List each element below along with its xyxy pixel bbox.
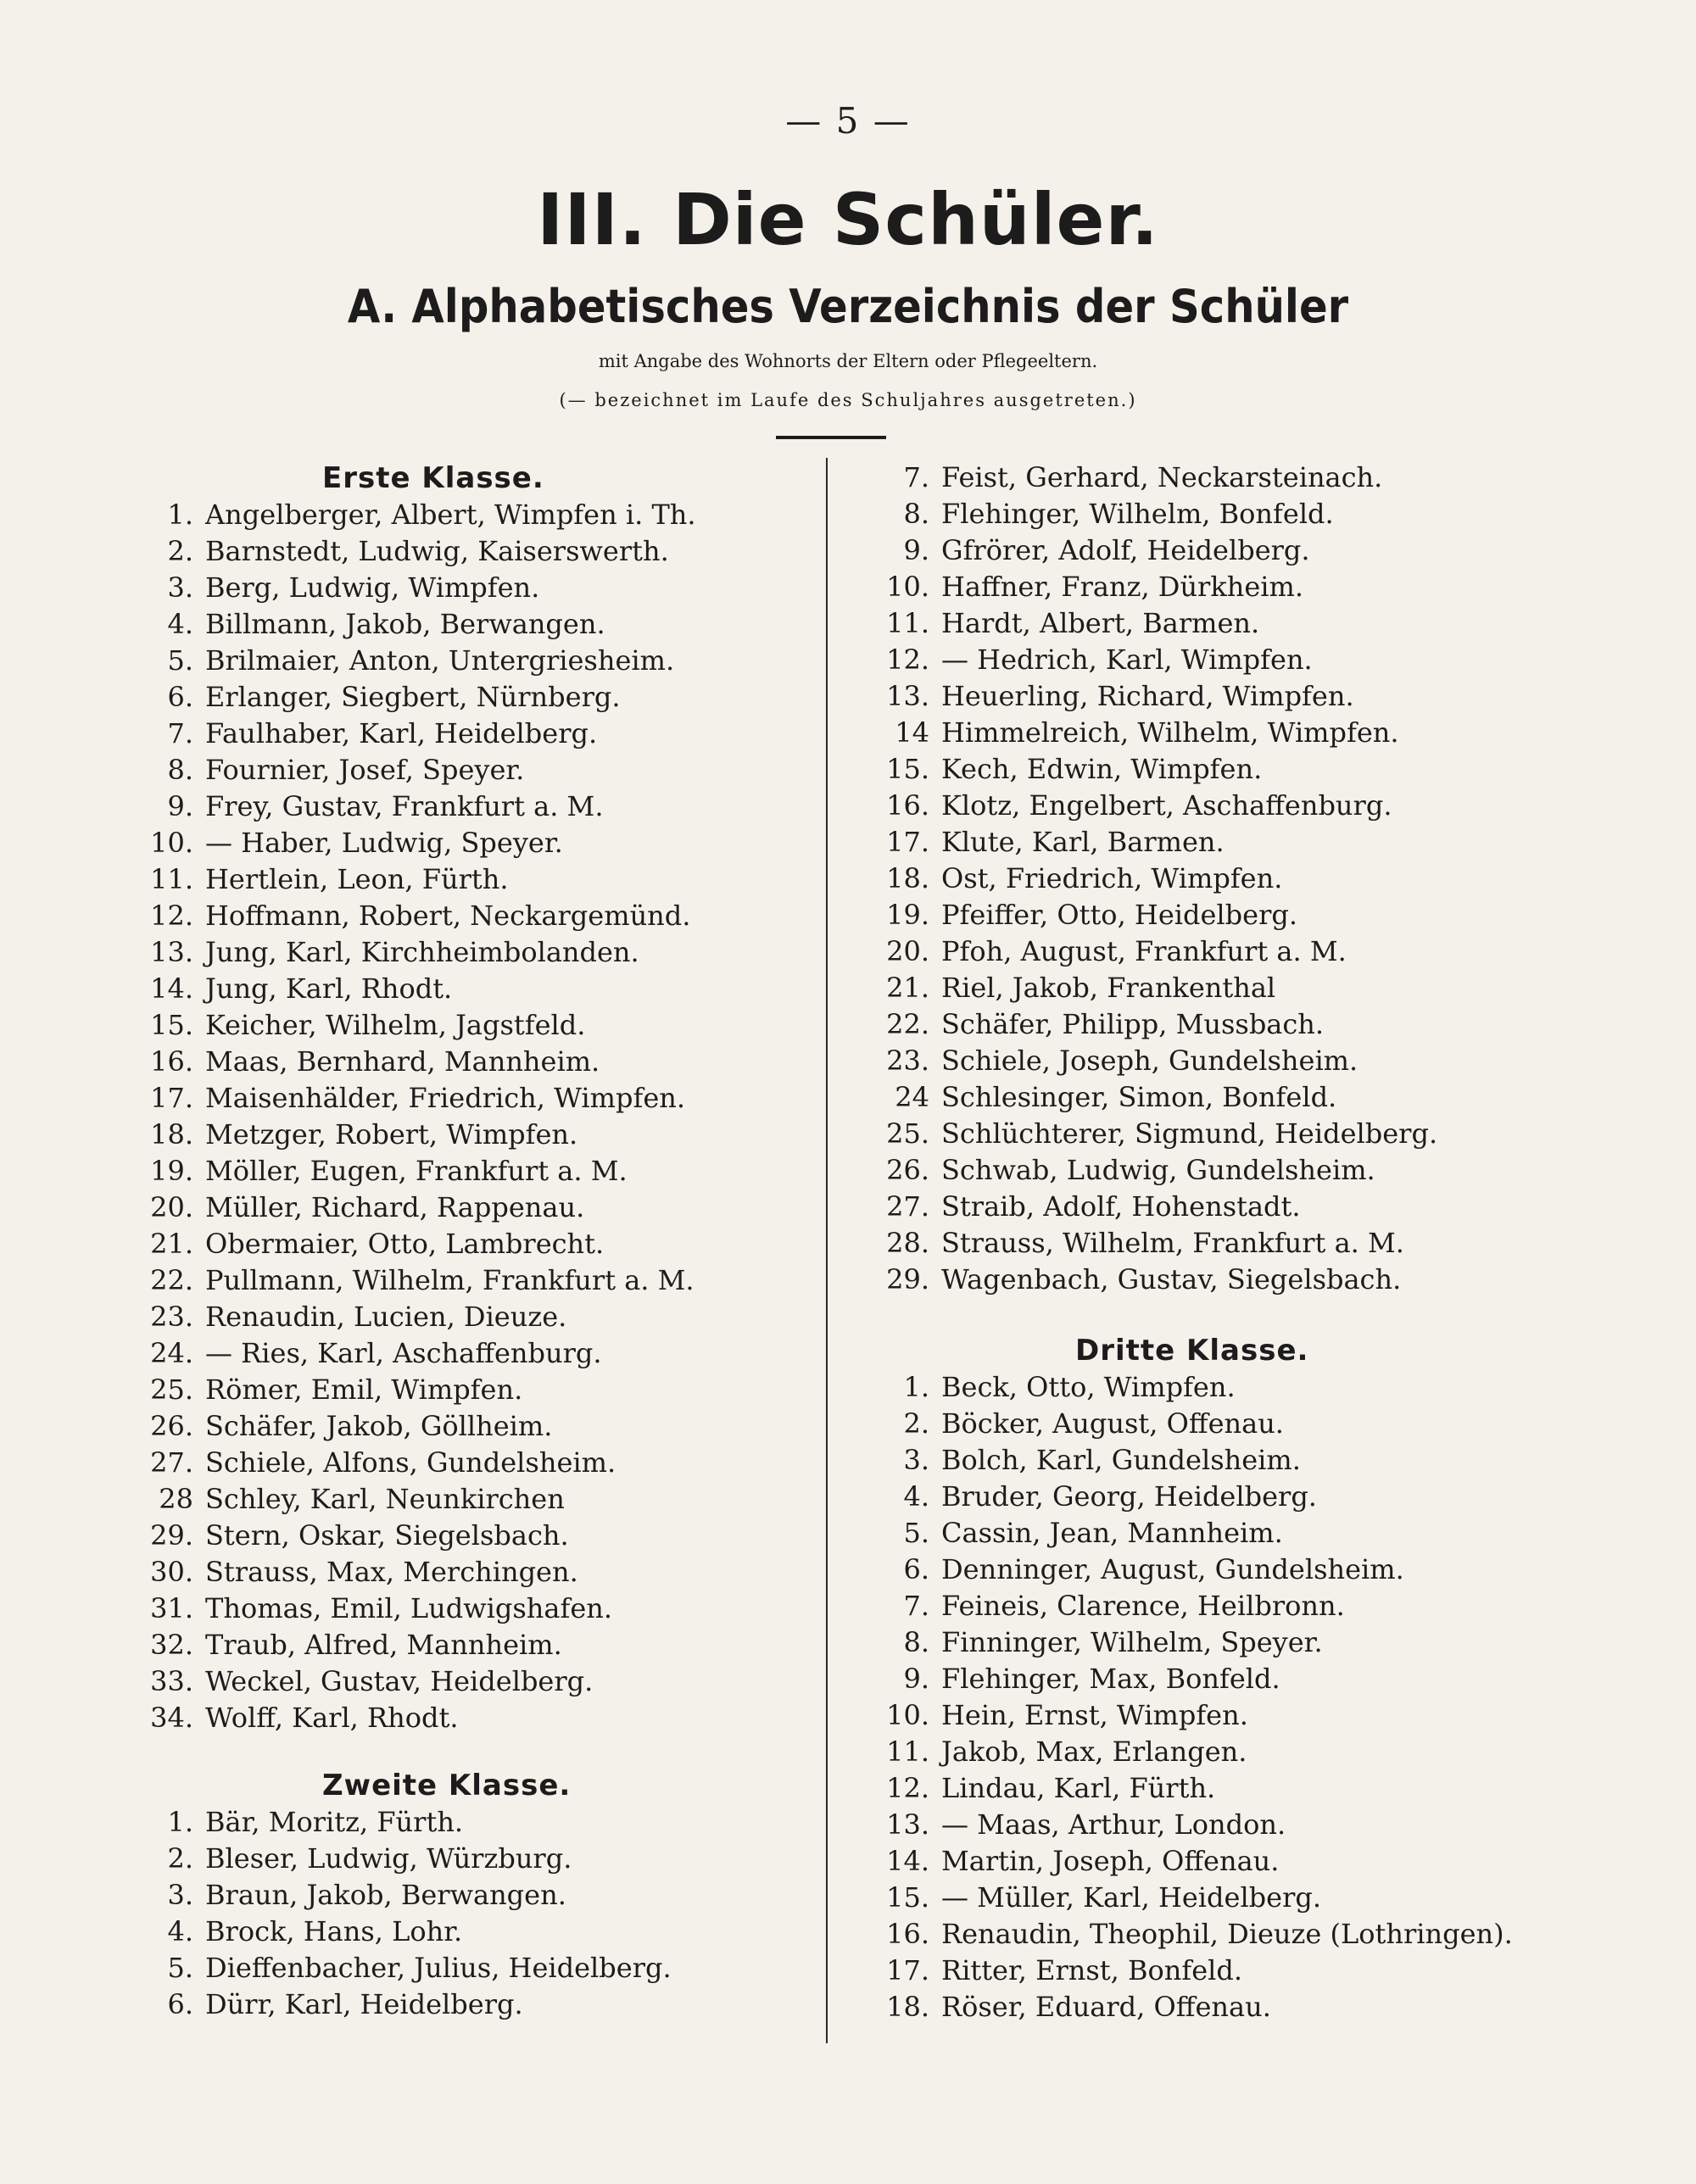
list-item-text: Dieffenbacher, Julius, Heidelberg. — [205, 1952, 672, 1984]
list-item-text: Metzger, Robert, Wimpfen. — [205, 1118, 578, 1150]
list-item — [127, 752, 806, 788]
list-item-text: Schiele, Joseph, Gundelsheim. — [941, 1045, 1358, 1077]
list-item — [127, 643, 806, 679]
list-item-number: 14. — [886, 1845, 929, 1877]
list-item — [127, 1445, 806, 1481]
list-item-number: 6. — [167, 681, 193, 713]
list-item-text: Brilmaier, Anton, Untergriesheim. — [205, 644, 675, 677]
list-item-text: Lindau, Karl, Fürth. — [941, 1772, 1216, 1804]
list-item-text: Pullmann, Wilhelm, Frankfurt a. M. — [205, 1264, 695, 1296]
list-item — [863, 1369, 1542, 1406]
list-item-text: Feineis, Clarence, Heilbronn. — [941, 1590, 1345, 1622]
list-item-number: 21. — [150, 1228, 193, 1260]
list-item-number: 17. — [886, 826, 929, 858]
list-item-text: Denninger, August, Gundelsheim. — [941, 1553, 1404, 1585]
list-item-number: 34. — [150, 1702, 193, 1734]
list-item-number: 28. — [886, 1227, 929, 1259]
list-item-text: Bär, Moritz, Fürth. — [205, 1806, 464, 1838]
list-item-number: 11. — [150, 863, 193, 895]
list-item-text: Dürr, Karl, Heidelberg. — [205, 1988, 523, 2020]
list-item-text: Hertlein, Leon, Fürth. — [205, 863, 509, 895]
list-item — [127, 1299, 806, 1335]
list-item — [127, 898, 806, 934]
list-item-number: 15. — [150, 1009, 193, 1041]
list-item-text: Schäfer, Jakob, Göllheim. — [205, 1410, 553, 1442]
left-column — [127, 460, 806, 2023]
list-item — [127, 1804, 806, 1841]
dritte-list — [863, 1369, 1542, 2025]
list-item-text: Braun, Jakob, Berwangen. — [205, 1879, 566, 1911]
list-item-number: 12. — [886, 1772, 929, 1804]
list-item — [863, 1624, 1542, 1661]
list-item — [863, 1953, 1542, 1989]
list-item — [863, 1406, 1542, 1442]
list-item-number: 16. — [150, 1045, 193, 1078]
list-item-number: 19. — [150, 1155, 193, 1187]
list-item — [863, 1043, 1542, 1079]
list-item — [863, 1189, 1542, 1225]
list-item — [863, 532, 1542, 569]
list-item — [863, 788, 1542, 824]
list-item — [127, 788, 806, 825]
list-item — [127, 1226, 806, 1262]
list-item-text: Faulhaber, Karl, Heidelberg. — [205, 717, 598, 749]
list-item — [863, 1442, 1542, 1479]
list-item-number: 22. — [150, 1264, 193, 1296]
list-item — [127, 606, 806, 643]
list-item-text: Traub, Alfred, Mannheim. — [205, 1629, 562, 1661]
title-rule — [776, 436, 886, 439]
list-item-text: Feist, Gerhard, Neckarsteinach. — [941, 461, 1383, 493]
list-item — [127, 1591, 806, 1627]
list-item-number: 21. — [886, 972, 929, 1004]
list-item-text: — Ries, Karl, Aschaffenburg. — [205, 1337, 602, 1369]
list-item-number: 12. — [886, 644, 929, 676]
list-item-number: 10. — [886, 571, 929, 603]
list-item — [863, 1989, 1542, 2025]
list-item-text: Martin, Joseph, Offenau. — [941, 1845, 1280, 1877]
list-item — [863, 642, 1542, 678]
list-item — [127, 1481, 806, 1518]
list-item-text: Schiele, Alfons, Gundelsheim. — [205, 1446, 616, 1479]
list-item-text: Keicher, Wilhelm, Jagstfeld. — [205, 1009, 586, 1041]
list-item — [127, 1841, 806, 1877]
dash-note: (— bezeichnet im Laufe des Schuljahres ausgetreten.) — [559, 390, 1137, 410]
list-item-number: 24 — [895, 1081, 929, 1113]
list-item-number: 10. — [150, 827, 193, 859]
list-item — [127, 825, 806, 861]
list-item-text: Schley, Karl, Neunkirchen — [205, 1483, 565, 1515]
list-item — [127, 497, 806, 533]
list-item — [863, 1262, 1542, 1298]
list-item-text: — Maas, Arthur, London. — [941, 1808, 1286, 1841]
list-item-text: Brock, Hans, Lohr. — [205, 1915, 463, 1947]
list-item — [863, 861, 1542, 897]
list-item-text: Weckel, Gustav, Heidelberg. — [205, 1665, 594, 1697]
list-item — [863, 1116, 1542, 1152]
list-item-text: Jung, Karl, Kirchheimbolanden. — [205, 936, 639, 968]
list-item-text: Flehinger, Max, Bonfeld. — [941, 1663, 1280, 1695]
class-heading-zweite: Zweite Klasse. — [322, 1769, 572, 1802]
list-item-number: 23. — [150, 1301, 193, 1333]
list-item — [863, 1515, 1542, 1552]
list-item-text: Böcker, August, Offenau. — [941, 1407, 1284, 1440]
list-item-number: 18. — [150, 1118, 193, 1150]
list-item — [127, 1627, 806, 1663]
list-item — [127, 1044, 806, 1080]
list-item-text: Jung, Karl, Rhodt. — [205, 972, 453, 1005]
list-item-number: 17. — [886, 1954, 929, 1986]
list-item-text: — Hedrich, Karl, Wimpfen. — [941, 644, 1313, 676]
list-item-text: Strauss, Wilhelm, Frankfurt a. M. — [941, 1227, 1404, 1259]
list-item-text: Maisenhälder, Friedrich, Wimpfen. — [205, 1082, 686, 1114]
list-item — [863, 1479, 1542, 1515]
list-item-text: Hoffmann, Robert, Neckargemünd. — [205, 900, 691, 932]
origin-note: mit Angabe des Wohnorts der Eltern oder Pflegeeltern. — [598, 351, 1098, 371]
list-item-number: 27. — [150, 1446, 193, 1479]
list-item-text: Cassin, Jean, Mannheim. — [941, 1517, 1283, 1549]
list-item-number: 1. — [903, 1371, 929, 1403]
list-item — [127, 1153, 806, 1190]
class-heading-erste: Erste Klasse. — [322, 461, 544, 495]
list-item-number: 2. — [167, 1842, 193, 1875]
list-item-number: 18. — [886, 862, 929, 894]
list-item-number: 6. — [903, 1553, 929, 1585]
list-item-text: Angelberger, Albert, Wimpfen i. Th. — [205, 499, 696, 531]
list-item-text: Erlanger, Siegbert, Nürnberg. — [205, 681, 621, 713]
list-item-text: Wolff, Karl, Rhodt. — [205, 1702, 459, 1734]
list-item-text: Flehinger, Wilhelm, Bonfeld. — [941, 498, 1334, 530]
list-item-text: Pfoh, August, Frankfurt a. M. — [941, 935, 1347, 967]
list-item-number: 3. — [167, 1879, 193, 1911]
list-item-number: 5. — [167, 1952, 193, 1984]
list-item-number: 16. — [886, 789, 929, 822]
list-item-text: Riel, Jakob, Frankenthal — [941, 972, 1276, 1004]
list-item — [863, 1225, 1542, 1262]
list-item-text: Haffner, Franz, Dürkheim. — [941, 571, 1304, 603]
list-item-number: 6. — [167, 1988, 193, 2020]
list-item-text: Frey, Gustav, Frankfurt a. M. — [205, 790, 604, 822]
list-item-number: 4. — [903, 1480, 929, 1513]
list-item-number: 7. — [903, 461, 929, 493]
list-item — [863, 678, 1542, 715]
list-item-number: 15. — [886, 753, 929, 785]
list-item — [127, 1262, 806, 1299]
list-item-number: 14 — [895, 716, 929, 749]
list-item-text: Jakob, Max, Erlangen. — [941, 1736, 1247, 1768]
list-item-number: 11. — [886, 1736, 929, 1768]
list-item-number: 32. — [150, 1629, 193, 1661]
list-item-text: Römer, Emil, Wimpfen. — [205, 1373, 523, 1406]
list-item-number: 19. — [886, 899, 929, 931]
list-item-number: 1. — [167, 1806, 193, 1838]
list-item-text: Fournier, Josef, Speyer. — [205, 754, 525, 786]
list-item-text: Schlüchterer, Sigmund, Heidelberg. — [941, 1117, 1438, 1150]
list-item — [863, 1807, 1542, 1843]
list-item-number: 23. — [886, 1045, 929, 1077]
list-item-number: 24. — [150, 1337, 193, 1369]
list-item-text: Heuerling, Richard, Wimpfen. — [941, 680, 1354, 712]
list-item-number: 16. — [886, 1918, 929, 1950]
erste-list-part2 — [863, 460, 1542, 1298]
list-item-number: 7. — [167, 717, 193, 749]
list-item — [863, 1152, 1542, 1189]
list-item — [863, 1588, 1542, 1624]
list-item-text: Strauss, Max, Merchingen. — [205, 1556, 578, 1588]
list-item-number: 25. — [150, 1373, 193, 1406]
zweite-list — [127, 1804, 806, 2023]
column-divider — [826, 458, 828, 2043]
section-subtitle: A. Alphabetisches Verzeichnis der Schüler — [347, 280, 1349, 333]
list-item-number: 2. — [167, 535, 193, 567]
list-item — [863, 1880, 1542, 1916]
list-item-number: 14. — [150, 972, 193, 1005]
list-item-text: Maas, Bernhard, Mannheim. — [205, 1045, 600, 1078]
list-item-number: 5. — [167, 644, 193, 677]
list-item-number: 29. — [150, 1519, 193, 1552]
list-item — [863, 1734, 1542, 1770]
list-item-text: Obermaier, Otto, Lambrecht. — [205, 1228, 605, 1260]
list-item — [127, 1663, 806, 1700]
list-item — [863, 1006, 1542, 1043]
list-item — [127, 716, 806, 752]
list-item-number: 8. — [167, 754, 193, 786]
list-item-number: 15. — [886, 1881, 929, 1914]
list-item — [863, 751, 1542, 788]
list-item — [127, 861, 806, 898]
list-item-number: 3. — [167, 571, 193, 604]
list-item-number: 9. — [167, 790, 193, 822]
list-item — [127, 1335, 806, 1372]
list-item-text: Kech, Edwin, Wimpfen. — [941, 753, 1263, 785]
list-item-number: 28 — [159, 1483, 193, 1515]
page-title: III. Die Schüler. — [537, 178, 1159, 261]
list-item-number: 18. — [886, 1991, 929, 2023]
list-item-number: 29. — [886, 1263, 929, 1295]
list-item — [127, 570, 806, 606]
list-item — [127, 934, 806, 971]
list-item-text: Straib, Adolf, Hohenstadt. — [941, 1190, 1301, 1223]
list-item-text: Finninger, Wilhelm, Speyer. — [941, 1626, 1323, 1658]
list-item-text: — Haber, Ludwig, Speyer. — [205, 827, 563, 859]
list-item — [863, 496, 1542, 532]
list-item-text: Pfeiffer, Otto, Heidelberg. — [941, 899, 1298, 931]
list-item — [127, 971, 806, 1007]
list-item-number: 31. — [150, 1592, 193, 1624]
list-item-text: Möller, Eugen, Frankfurt a. M. — [205, 1155, 628, 1187]
list-item-number: 8. — [903, 1626, 929, 1658]
list-item-number: 7. — [903, 1590, 929, 1622]
list-item-number: 27. — [886, 1190, 929, 1223]
list-item-number: 33. — [150, 1665, 193, 1697]
list-item — [127, 1372, 806, 1408]
list-item-number: 4. — [167, 1915, 193, 1947]
list-item — [863, 1552, 1542, 1588]
list-item-number: 3. — [903, 1444, 929, 1476]
list-item-number: 11. — [886, 607, 929, 639]
list-item — [127, 1700, 806, 1736]
list-item-number: 30. — [150, 1556, 193, 1588]
list-item — [127, 679, 806, 716]
class-heading-dritte: Dritte Klasse. — [1075, 1334, 1309, 1368]
list-item — [127, 1408, 806, 1445]
list-item-text: Berg, Ludwig, Wimpfen. — [205, 571, 540, 604]
list-item-text: Billmann, Jakob, Berwangen. — [205, 608, 605, 640]
list-item-text: Schwab, Ludwig, Gundelsheim. — [941, 1154, 1375, 1186]
list-item-text: Ritter, Ernst, Bonfeld. — [941, 1954, 1243, 1986]
list-item — [863, 897, 1542, 933]
list-item — [127, 1986, 806, 2023]
list-item-text: — Müller, Karl, Heidelberg. — [941, 1881, 1322, 1914]
list-item-number: 17. — [150, 1082, 193, 1114]
list-item-number: 9. — [903, 534, 929, 566]
list-item — [863, 1770, 1542, 1807]
list-item-text: Ost, Friedrich, Wimpfen. — [941, 862, 1283, 894]
list-item-number: 4. — [167, 608, 193, 640]
list-item-number: 2. — [903, 1407, 929, 1440]
list-item — [127, 1190, 806, 1226]
list-item-text: Klute, Karl, Barmen. — [941, 826, 1225, 858]
list-item-number: 8. — [903, 498, 929, 530]
list-item-number: 13. — [886, 1808, 929, 1841]
list-item-text: Renaudin, Lucien, Dieuze. — [205, 1301, 567, 1333]
list-item-text: Beck, Otto, Wimpfen. — [941, 1371, 1236, 1403]
list-item-text: Barnstedt, Ludwig, Kaiserswerth. — [205, 535, 669, 567]
list-item-number: 25. — [886, 1117, 929, 1150]
list-item-text: Renaudin, Theophil, Dieuze (Lothringen). — [941, 1918, 1513, 1950]
list-item — [127, 1117, 806, 1153]
list-item-number: 10. — [886, 1699, 929, 1731]
list-item-text: Stern, Oskar, Siegelsbach. — [205, 1519, 569, 1552]
list-item-text: Schäfer, Philipp, Mussbach. — [941, 1008, 1325, 1040]
list-item — [863, 1661, 1542, 1697]
list-item-number: 26. — [150, 1410, 193, 1442]
list-item — [863, 970, 1542, 1006]
list-item-number: 13. — [886, 680, 929, 712]
list-item-text: Thomas, Emil, Ludwigshafen. — [205, 1592, 613, 1624]
list-item-number: 1. — [167, 499, 193, 531]
list-item — [863, 933, 1542, 970]
list-item-number: 22. — [886, 1008, 929, 1040]
erste-list-part1 — [127, 497, 806, 1736]
list-item — [127, 1518, 806, 1554]
list-item — [863, 1916, 1542, 1953]
list-item — [127, 1877, 806, 1914]
right-column — [863, 460, 1542, 2025]
list-item-number: 9. — [903, 1663, 929, 1695]
list-item-number: 5. — [903, 1517, 929, 1549]
list-item — [863, 460, 1542, 496]
list-item-number: 12. — [150, 900, 193, 932]
list-item — [127, 1554, 806, 1591]
list-item-text: Hardt, Albert, Barmen. — [941, 607, 1260, 639]
list-item-text: Himmelreich, Wilhelm, Wimpfen. — [941, 716, 1399, 749]
list-item — [863, 1079, 1542, 1116]
list-item-text: Bleser, Ludwig, Würzburg. — [205, 1842, 572, 1875]
list-item-text: Müller, Richard, Rappenau. — [205, 1191, 585, 1223]
list-item-text: Wagenbach, Gustav, Siegelsbach. — [941, 1263, 1402, 1295]
list-item-text: Bruder, Georg, Heidelberg. — [941, 1480, 1317, 1513]
list-item-text: Klotz, Engelbert, Aschaffenburg. — [941, 789, 1392, 822]
list-item — [127, 1080, 806, 1117]
list-item — [127, 533, 806, 570]
list-item-text: Gfrörer, Adolf, Heidelberg. — [941, 534, 1310, 566]
list-item — [863, 824, 1542, 861]
list-item — [127, 1914, 806, 1950]
list-item-number: 20. — [150, 1191, 193, 1223]
list-item-number: 13. — [150, 936, 193, 968]
list-item — [127, 1007, 806, 1044]
list-item-text: Schlesinger, Simon, Bonfeld. — [941, 1081, 1337, 1113]
page-number: — 5 — — [785, 100, 911, 142]
list-item — [863, 715, 1542, 751]
list-item — [863, 1697, 1542, 1734]
list-item — [863, 605, 1542, 642]
list-item — [127, 1950, 806, 1986]
list-item-text: Bolch, Karl, Gundelsheim. — [941, 1444, 1301, 1476]
list-item — [863, 1843, 1542, 1880]
list-item-text: Röser, Eduard, Offenau. — [941, 1991, 1271, 2023]
list-item-number: 26. — [886, 1154, 929, 1186]
list-item-number: 20. — [886, 935, 929, 967]
list-item-text: Hein, Ernst, Wimpfen. — [941, 1699, 1248, 1731]
list-item — [863, 569, 1542, 605]
